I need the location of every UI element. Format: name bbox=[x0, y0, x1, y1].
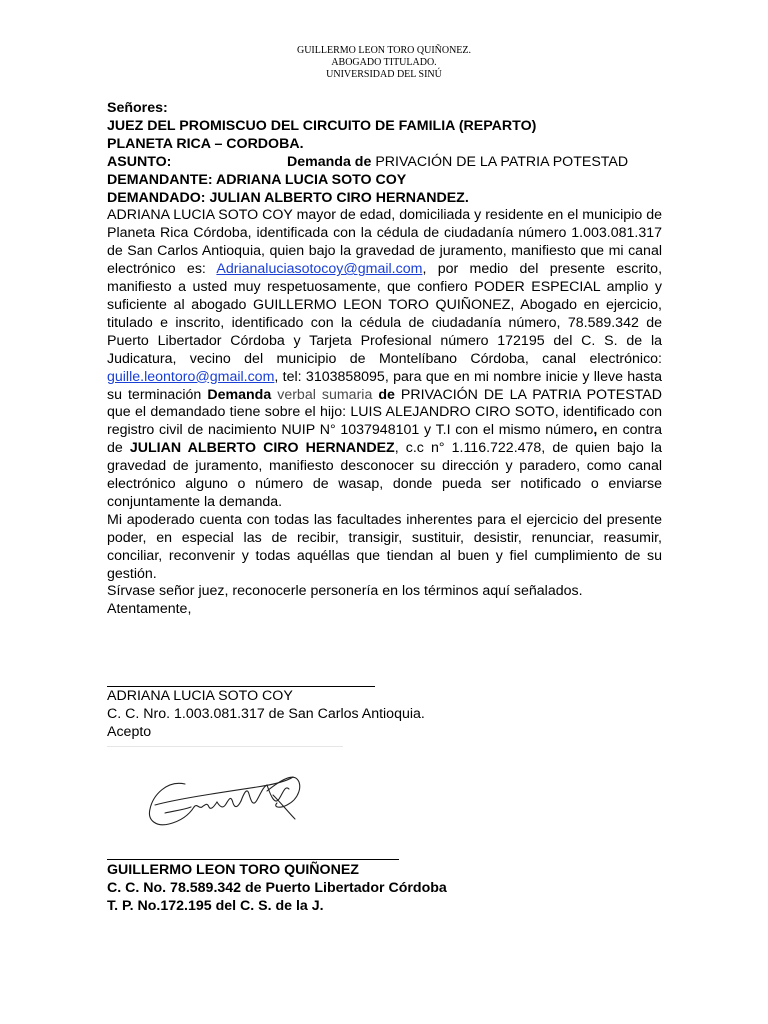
paragraph-text: PRIVACIÓN DE LA PATRIA POTESTAD que el demandado tiene sobre el hijo: LUIS ALEJANDRO CIRO SOTO, identificado con registro civil de nacimiento NUIP N° 1037948101 y T.I con el mismo número bbox=[107, 386, 662, 439]
letterhead bbox=[0, 45, 768, 81]
signer-client-id: C. C. Nro. 1.003.081.317 de San Carlos Antioquia. bbox=[107, 705, 425, 722]
main-paragraph bbox=[107, 207, 662, 511]
demanda-bold: Demanda bbox=[207, 386, 272, 403]
letterhead-title: ABOGADO TITULADO. bbox=[331, 57, 437, 68]
request-paragraph: Sírvase señor juez, reconocerle personería en los términos aquí señalados. bbox=[107, 583, 583, 600]
verbal-sumaria: verbal sumaria bbox=[271, 386, 379, 403]
asunto-line bbox=[107, 154, 662, 172]
signer-lawyer-tp: T. P. No.172.195 del C. S. de la J. bbox=[107, 897, 324, 914]
defendant-name: JULIAN ALBERTO CIRO HERNANDEZ bbox=[129, 440, 395, 457]
asunto-label: ASUNTO: bbox=[107, 153, 172, 170]
comma-bold: , bbox=[593, 422, 598, 439]
email-link-lawyer[interactable]: guille.leontoro@gmail.com bbox=[107, 368, 275, 385]
accept-label: Acepto bbox=[107, 723, 152, 740]
signer-client-block bbox=[107, 688, 425, 742]
asunto-bold: Demanda de bbox=[287, 153, 372, 170]
signer-lawyer-block bbox=[107, 862, 447, 916]
court-addressee: JUEZ DEL PROMISCUO DEL CIRCUITO DE FAMILIA (REPARTO) bbox=[107, 117, 537, 134]
asunto-text: PRIVACIÓN DE LA PATRIA POTESTAD bbox=[371, 153, 629, 170]
faculties-paragraph: Mi apoderado cuenta con todas las facultades inherentes para el ejercicio del presente poder, en especial las de recibir, transigir, sustituir, desistir, renunciar, reasumir, conciliar, reconvenir y todas aquéllas que tiendan al buen y fiel cumplimiento de su gestión. bbox=[107, 511, 662, 582]
salutation: Señores: bbox=[107, 100, 168, 116]
paragraph-text: , tel: 3103858095, para que en mi nombre inicie y lleve hasta su terminación bbox=[107, 368, 662, 403]
demandado-line: DEMANDADO: JULIAN ALBERTO CIRO HERNANDEZ. bbox=[107, 189, 469, 206]
paragraph-text: , por medio del presente escrito, manifiesto a usted muy respetuosamente, que confiero PODER ESPECIAL amplio y suficiente al abogado GUILLERMO LEON TORO QUIÑONEZ, Abogado en ejercicio, titulado e inscrito, identificado con la cédula de ciudadanía número, 78.589.342 de Puerto Libertador Córdoba y Tarjeta Profesional número 172195 del C. S. de la Judicatura, vecino del municipio de Montelíbano Córdoba, canal electrónico: bbox=[107, 261, 663, 367]
letterhead-name: GUILLERMO LEON TORO QUIÑONEZ. bbox=[296, 45, 472, 56]
de-bold: de bbox=[378, 386, 395, 403]
signature-line-client bbox=[107, 686, 375, 687]
letter-body bbox=[107, 100, 662, 619]
paragraph-text: ADRIANA LUCIA SOTO COY mayor de edad, domiciliada y residente en el municipio de Planeta Rica Córdoba, identificada con la cédula de ciudadanía número 1.003.081.317 de San Carlos Antioquia, quien bajo la gravedad de juramento, manifiesto que mi canal electrónico es: bbox=[107, 207, 662, 278]
signer-lawyer-id: C. C. No. 78.589.342 de Puerto Libertador Córdoba bbox=[107, 879, 447, 896]
court-location: PLANETA RICA – CORDOBA. bbox=[107, 135, 304, 152]
email-link-client[interactable]: Adrianaluciasotocoy@gmail.com bbox=[216, 261, 423, 278]
paragraph-text: en contra de bbox=[107, 422, 662, 457]
paragraph-text: , c.c n° 1.116.722.478, de quien bajo la gravedad de juramento, manifiesto desconocer su dirección y paradero, como canal electrónico alguno o número de wasap, donde pueda ser notificado o enviarse conjuntamente la demanda. bbox=[107, 440, 662, 510]
closing: Atentamente, bbox=[107, 601, 192, 618]
signer-client-name: ADRIANA LUCIA SOTO COY bbox=[107, 688, 293, 704]
demandante-line: DEMANDANTE: ADRIANA LUCIA SOTO COY bbox=[107, 171, 407, 188]
handwritten-signature bbox=[107, 747, 343, 847]
signer-lawyer-name: GUILLERMO LEON TORO QUIÑONEZ bbox=[107, 862, 359, 878]
signature-line-lawyer bbox=[107, 859, 399, 860]
lawyer-signature-image bbox=[107, 746, 343, 847]
letterhead-university: UNIVERSIDAD DEL SINÚ bbox=[326, 69, 442, 80]
